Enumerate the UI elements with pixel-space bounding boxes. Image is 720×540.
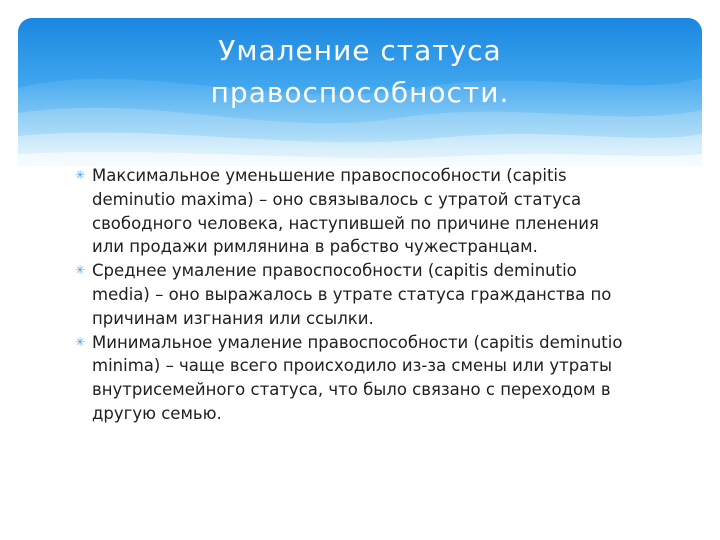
bullet-text: Минимальное умаление правоспособности (capitis deminutio minima) – чаще всего происходило из-за смены или утраты внутрисемейного статуса, что было связано с переходом в другую семью. xyxy=(92,332,623,423)
asterisk-bullet-icon: ✳ xyxy=(75,334,86,349)
list-item xyxy=(76,259,636,330)
bullet-text: Среднее умаление правоспособности (capitis deminutio media) – оно выражалось в утрате статуса гражданства по причинам изгнания или ссылки. xyxy=(92,261,612,328)
asterisk-bullet-icon: ✳ xyxy=(75,263,86,278)
slide-title: Умаление статуса правоспособности. xyxy=(210,34,510,109)
list-item xyxy=(76,331,636,426)
bullet-list xyxy=(76,164,636,426)
list-item xyxy=(76,164,636,259)
asterisk-bullet-icon: ✳ xyxy=(75,168,86,182)
bullet-text: Максимальное уменьшение правоспособности (capitis deminutio maxima) – оно связывалось с утратой статуса свободного человека, наступившей по причине пленения или продажи римлянина в рабство чужестранцам. xyxy=(92,166,599,257)
